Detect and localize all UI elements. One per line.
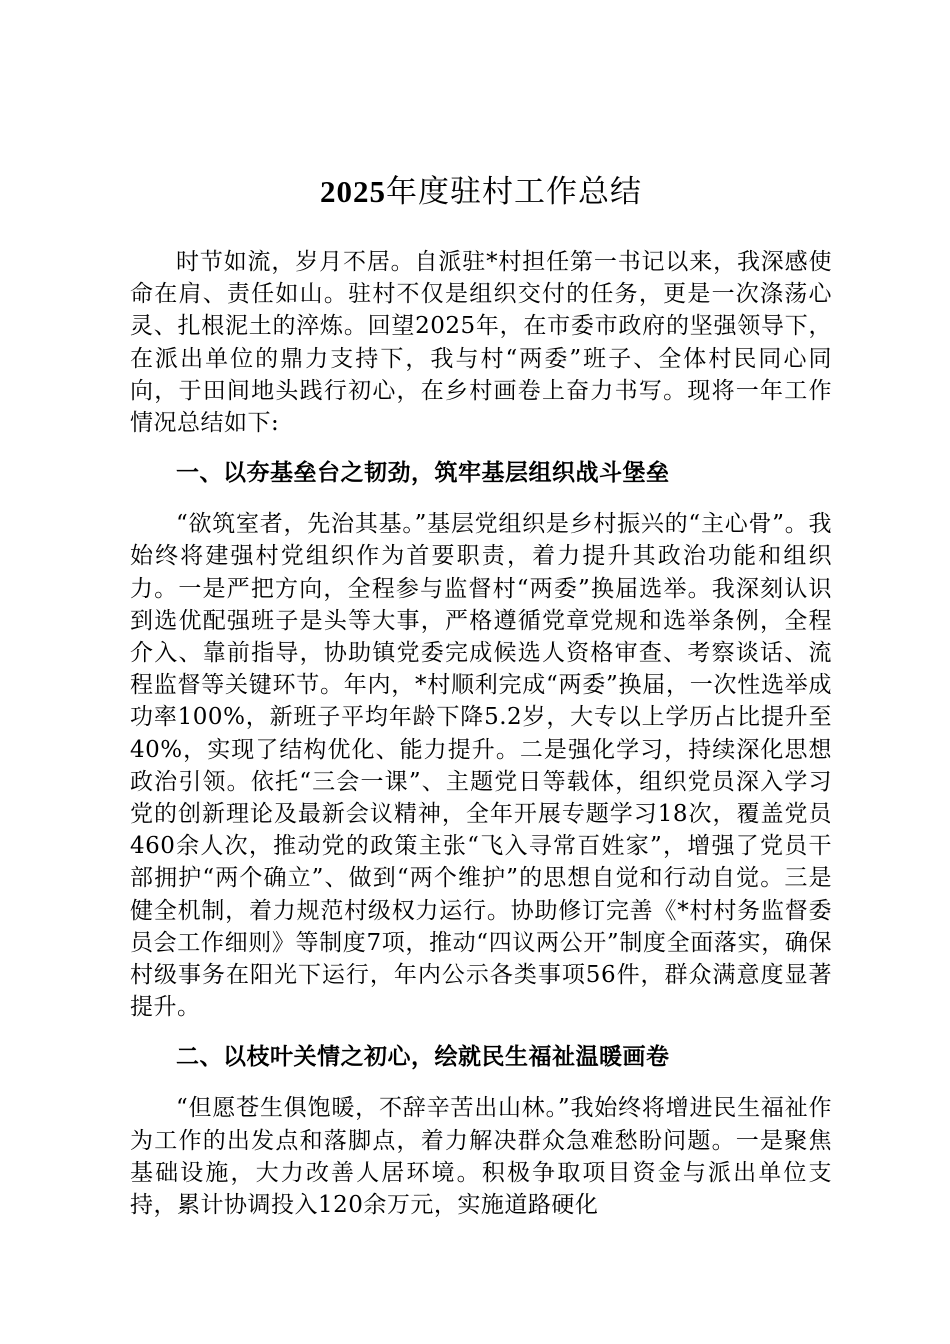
section-body-2: “但愿苍生俱饱暖，不辞辛苦出山林。”我始终将增进民生福祉作为工作的出发点和落脚点，着力解决群众急难愁盼问题。一是聚焦基础设施，大力改善人居环境。积极争取项目资金与派出单位支持，累计协调投入120余万元，实施道路硬化 [130,1095,832,1219]
document-page [130,168,832,1221]
title-text: 年度驻村工作总结 [386,174,642,210]
document-title [130,168,832,216]
title-year: 2025 [320,174,386,209]
intro-paragraph: 时节如流，岁月不居。自派驻*村担任第一书记以来，我深感使命在肩、责任如山。驻村不仅是组织交付的任务，更是一次涤荡心灵、扎根泥土的淬炼。回望2025年，在市委市政府的坚强领导下，在派出单位的鼎力支持下，我与村“两委”班子、全体村民同心同向，于田间地头践行初心，在乡村画卷上奋力书写。现将一年工作情况总结如下: [130,249,832,437]
section-body-1: “欲筑室者，先治其基。”基层党组织是乡村振兴的“主心骨”。我始终将建强村党组织作为首要职责，着力提升其政治功能和组织力。一是严把方向，全程参与监督村“两委”换届选举。我深刻认识到选优配强班子是头等大事，严格遵循党章党规和选举条例，全程介入、靠前指导，协助镇党委完成候选人资格审查、考察谈话、流程监督等关键环节。年内，*村顺利完成“两委”换届，一次性选举成功率100%，新班子平均年龄下降5.2岁，大专以上学历占比提升至40%，实现了结构优化、能力提升。二是强化学习，持续深化思想政治引领。依托“三会一课”、主题党日等载体，组织党员深入学习党的创新理论及最新会议精神，全年开展专题学习18次，覆盖党员460余人次，推动党的政策主张“飞入寻常百姓家”，增强了党员干部拥护“两个确立”、做到“两个维护”的思想自觉和行动自觉。三是健全机制，着力规范村级权力运行。协助修订完善《*村村务监督委员会工作细则》等制度7项，推动“四议两公开”制度全面落实，确保村级事务在阳光下运行，年内公示各类事项56件，群众满意度显著提升。 [130,511,832,1021]
section-heading-1: 一、以夯基垒台之韧劲，筑牢基层组织战斗堡垒 [176,459,670,487]
section-heading-2: 二、以枝叶关情之初心，绘就民生福祉温暖画卷 [176,1043,670,1071]
